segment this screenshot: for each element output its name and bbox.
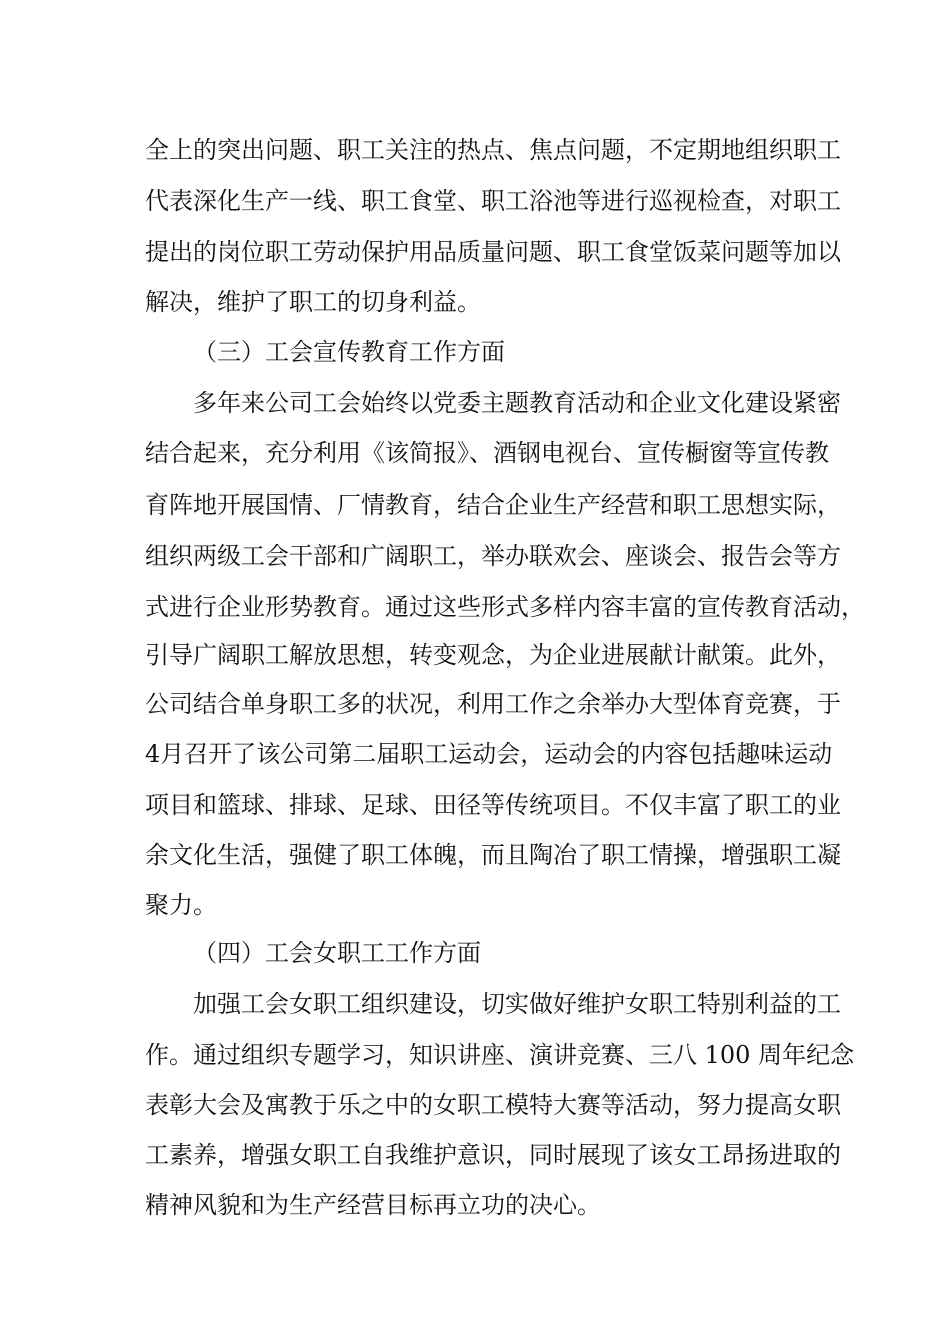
text-line: 表彰大会及寓教于乐之中的女职工模特大赛等活动，努力提高女职 (145, 1091, 841, 1119)
text-line: 全上的突出问题、职工关注的热点、焦点问题，不定期地组织职工 (145, 136, 841, 164)
text-line: 聚力。 (145, 891, 217, 919)
text-line: 代表深化生产一线、职工食堂、职工浴池等进行巡视检查，对职工 (145, 187, 841, 215)
text-line: 组织两级工会干部和广阔职工，举办联欢会、座谈会、报告会等方 (145, 542, 841, 570)
text-line: 结合起来，充分利用《该简报》、酒钢电视台、宣传橱窗等宣传教 (145, 439, 829, 467)
text-line: 余文化生活，强健了职工体魄，而且陶冶了职工情操，增强职工凝 (145, 841, 841, 869)
text-line: 精神风貌和为生产经营目标再立功的决心。 (145, 1191, 601, 1219)
text-line: 加强工会女职工组织建设，切实做好维护女职工特别利益的工 (193, 990, 841, 1018)
text-line: 多年来公司工会始终以党委主题教育活动和企业文化建设紧密 (193, 389, 841, 417)
text-line: 工素养，增强女职工自我维护意识，同时展现了该女工昂扬进取的 (145, 1141, 841, 1169)
text-line: 4月召开了该公司第二届职工运动会，运动会的内容包括趣味运动 (145, 740, 833, 768)
text-line: 作。通过组织专题学习，知识讲座、演讲竞赛、三八 100 周年纪念 (145, 1041, 855, 1069)
section-heading-4: （四）工会女职工工作方面 (193, 939, 481, 967)
text-line: 项目和篮球、排球、足球、田径等传统项目。不仅丰富了职工的业 (145, 791, 841, 819)
text-line: 引导广阔职工解放思想，转变观念，为企业进展献计献策。此外， (145, 641, 841, 669)
text-line: 公司结合单身职工多的状况，利用工作之余举办大型体育竞赛，于 (145, 690, 841, 718)
section-heading-3: （三）工会宣传教育工作方面 (193, 338, 505, 366)
text-line: 提出的岗位职工劳动保护用品质量问题、职工食堂饭菜问题等加以 (145, 238, 841, 266)
text-line: 解决，维护了职工的切身利益。 (145, 288, 481, 316)
text-line: 式进行企业形势教育。通过这些形式多样内容丰富的宣传教育活动， (145, 593, 865, 621)
text-line: 育阵地开展国情、厂情教育，结合企业生产经营和职工思想实际， (145, 491, 841, 519)
